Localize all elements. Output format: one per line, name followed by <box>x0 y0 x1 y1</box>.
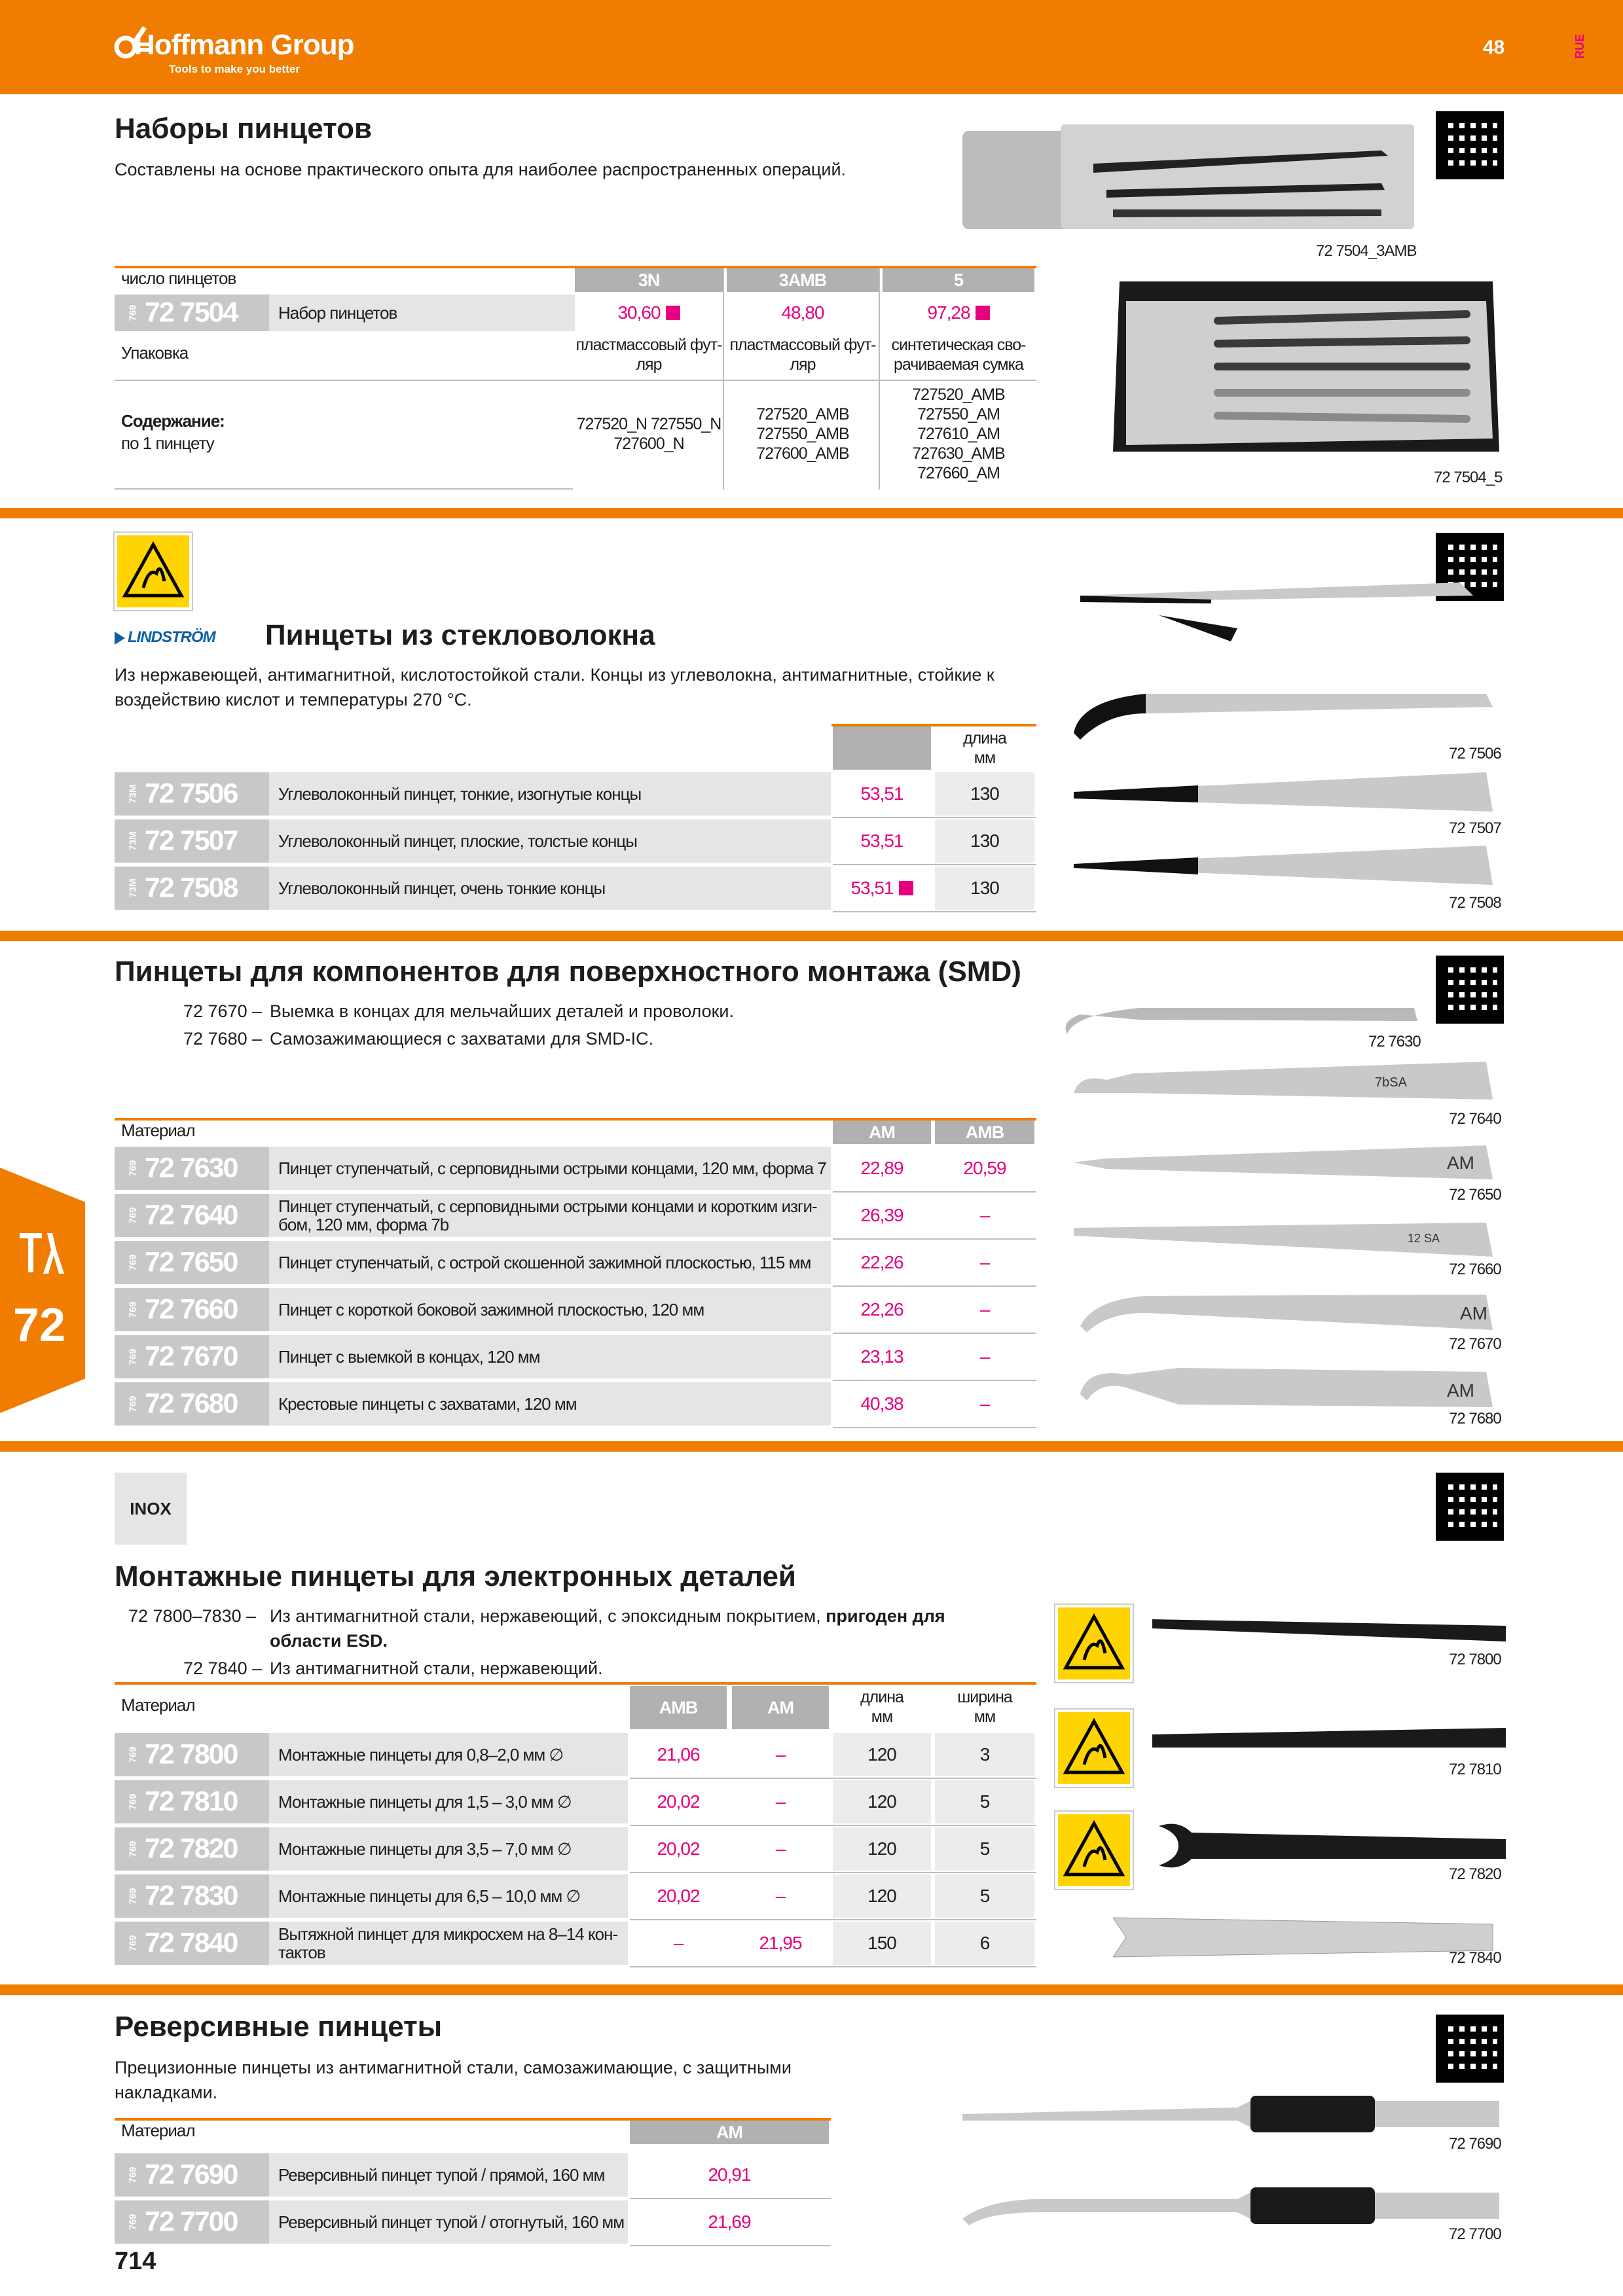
note-text: Самозажимающиеся с захватами для SMD-IC. <box>270 1029 654 1049</box>
col-header-am: AM <box>732 1686 829 1729</box>
row-divider <box>630 1919 1036 1920</box>
width-value: 3 <box>935 1733 1034 1776</box>
image-caption: 72 7840 <box>1449 1949 1501 1967</box>
article-number[interactable]: 72 7800 <box>145 1738 238 1770</box>
section-title-reverse-tweezers: Реверсивные пинцеты <box>115 2011 443 2043</box>
section-divider <box>0 1984 1623 1995</box>
section-desc-line2: накладками. <box>115 2083 218 2102</box>
article-prefix: 769 <box>127 1888 139 1905</box>
row-divider <box>630 1872 1036 1873</box>
section-desc-line1: Из нержавеющей, антимагнитной, кислотостойкой стали. Концы из углеволокна, антимагнитные, стойкие к <box>115 665 994 685</box>
table-row <box>115 2200 831 2244</box>
image-caption: 72 7800 <box>1449 1651 1501 1668</box>
length-value: 130 <box>935 867 1034 910</box>
row-divider <box>833 911 1036 912</box>
table-row <box>115 1241 1036 1284</box>
article-description: Пинцет ступенчатый, с острой скошенной зажимной плоскостью, 115 мм <box>269 1241 831 1284</box>
width-col-header: ширина мм <box>957 1688 1012 1726</box>
pack-3amb: пластмассовый фут- ляр <box>729 336 876 374</box>
note-number: 72 7670 – <box>183 1001 263 1021</box>
inox-badge: INOX <box>115 1473 187 1545</box>
article-description: Монтажные пинцеты для 6,5 – 10,0 мм ∅ <box>269 1874 628 1918</box>
qr-code-icon[interactable] <box>1436 1473 1504 1541</box>
image-caption: 72 7640 <box>1449 1110 1501 1128</box>
price-am: 22,89 <box>860 1158 903 1178</box>
price-am: – <box>775 1886 786 1906</box>
note-text: Из антимагнитной стали, нержавеющий. <box>270 1659 603 1678</box>
length-value: 150 <box>833 1922 931 1965</box>
article-prefix: 769 <box>127 2166 139 2183</box>
carbon-tweezer-fine-image <box>1067 839 1512 891</box>
price-amb: – <box>979 1299 990 1319</box>
article-description: Набор пинцетов <box>269 295 575 331</box>
price-amb: 20,02 <box>657 1886 700 1906</box>
article-description: Монтажные пинцеты для 0,8–2,0 мм ∅ <box>269 1733 628 1776</box>
article-description: Крестовые пинцеты с захватами, 120 мм <box>269 1382 831 1426</box>
price-am: 26,39 <box>860 1205 903 1225</box>
image-caption: 72 7650 <box>1449 1186 1501 1204</box>
image-caption: 72 7507 <box>1449 819 1501 837</box>
svg-text:AM: AM <box>1447 1153 1474 1173</box>
article-number[interactable]: 72 7700 <box>145 2206 238 2238</box>
qr-code-icon[interactable] <box>1436 111 1504 179</box>
image-caption: 72 7506 <box>1449 745 1501 762</box>
len-col-header: длина мм <box>860 1688 903 1726</box>
article-prefix: 769 <box>127 2214 139 2231</box>
article-description: Углеволоконный пинцет, тонкие, изогнутые концы <box>269 772 831 816</box>
language-code: RUE <box>1573 34 1586 60</box>
assembly-tweezer-7810-image <box>1152 1715 1512 1761</box>
price-am: 21,69 <box>708 2212 751 2232</box>
content-3amb: 727520_AMB 727550_AMB 727600_AMB <box>756 405 849 463</box>
col-divider <box>879 268 880 490</box>
row-divider <box>630 2198 831 2199</box>
article-description: Пинцет с выемкой в концах, 120 мм <box>269 1335 831 1378</box>
image-caption: 72 7700 <box>1449 2225 1501 2243</box>
price-value: 53,51 <box>833 772 931 816</box>
article-number[interactable]: 72 7640 <box>145 1199 238 1231</box>
image-caption: 72 7630 <box>1368 1033 1421 1050</box>
table-row <box>115 295 1036 331</box>
esd-icon <box>1058 1712 1130 1784</box>
reverse-tweezer-7690-image <box>962 2081 1512 2160</box>
price-am: – <box>775 1744 786 1765</box>
price-amb: 20,59 <box>963 1158 1006 1178</box>
article-number[interactable]: 72 7504 <box>145 296 238 329</box>
article-number[interactable]: 72 7830 <box>145 1880 238 1912</box>
esd-icon <box>117 535 189 607</box>
row-divider <box>833 817 1036 818</box>
article-prefix: 769 <box>127 1301 139 1318</box>
note-number: 72 7800–7830 – <box>128 1606 257 1626</box>
row-divider <box>833 1285 1036 1287</box>
col-divider <box>723 268 724 490</box>
article-description: Углеволоконный пинцет, плоские, толстые концы <box>269 819 831 863</box>
esd-icon <box>1058 1607 1130 1679</box>
pack-label: Упаковка <box>121 343 189 363</box>
carbon-tweezer-curved-image <box>1067 681 1512 746</box>
assembly-tweezer-7800-image <box>1152 1606 1512 1652</box>
length-value: 120 <box>833 1827 931 1871</box>
row-divider <box>630 1966 1036 1967</box>
price-3amb: 48,80 <box>781 302 824 323</box>
price-amb: – <box>673 1933 684 1953</box>
esd-badge <box>115 533 192 610</box>
table-row <box>115 1335 1036 1378</box>
content-3n: 727520_N 727550_N 727600_N <box>576 415 721 453</box>
article-prefix: 769 <box>127 1746 139 1763</box>
article-prefix: 73M <box>127 831 139 851</box>
row-divider <box>833 1238 1036 1240</box>
content-label: Содержание: <box>121 411 225 431</box>
image-caption: 72 7810 <box>1449 1761 1501 1778</box>
chapter-tab <box>0 1168 85 1413</box>
tweezer-7680-image <box>1067 1355 1512 1414</box>
qr-code-icon[interactable] <box>1436 956 1504 1024</box>
col-label-count: число пинцетов <box>121 268 236 288</box>
price-am: 20,91 <box>708 2164 751 2185</box>
section-divider <box>0 931 1623 941</box>
article-number[interactable]: 72 7660 <box>145 1293 238 1325</box>
col-header-amb: AMB <box>935 1121 1034 1144</box>
svg-text:12 SA: 12 SA <box>1408 1232 1440 1245</box>
col-header-amb: AMB <box>630 1686 727 1729</box>
width-value: 5 <box>935 1874 1034 1918</box>
tweezer-roll-bag-image <box>1100 268 1506 465</box>
article-description: Углеволоконный пинцет, очень тонкие концы <box>269 867 831 910</box>
material-label: Материал <box>121 2121 195 2140</box>
carbon-tweezer-image <box>1067 569 1512 668</box>
article-description: Вытяжной пинцет для микросхем на 8–14 кон- тактов <box>269 1922 628 1965</box>
row-divider <box>630 1778 1036 1779</box>
tweezer-7630-image <box>1061 982 1427 1041</box>
chapter-number: 72 <box>13 1299 66 1352</box>
tweezer-set-case-image <box>962 118 1421 236</box>
price-3n: 30,60 <box>575 295 723 331</box>
esd-badge <box>1055 1812 1133 1889</box>
page-number-bottom: 714 <box>115 2248 156 2275</box>
length-value: 120 <box>833 1874 931 1918</box>
table-row <box>115 867 1036 910</box>
article-description: Реверсивный пинцет тупой / прямой, 160 мм <box>269 2153 628 2197</box>
price-am: – <box>775 1791 786 1812</box>
row-divider <box>833 1380 1036 1381</box>
image-caption: 72 7670 <box>1449 1335 1501 1353</box>
article-number[interactable]: 72 7820 <box>145 1833 238 1865</box>
article-prefix: 769 <box>127 1207 139 1224</box>
table-row <box>115 1874 1036 1918</box>
price-5: 97,28 <box>883 295 1034 331</box>
section-title-assembly-tweezers: Монтажные пинцеты для электронных деталей <box>115 1560 796 1592</box>
brand-tagline: Tools to make you better <box>169 63 300 75</box>
pack-5: синтетическая сво- рачиваемая сумка <box>891 336 1026 374</box>
qr-code-icon[interactable] <box>1436 2015 1504 2083</box>
image-caption: 72 7690 <box>1449 2135 1501 2153</box>
content-5: 727520_AMB 727550_AM 727610_AM 727630_AMB 727660_AM <box>912 386 1005 482</box>
row-divider <box>115 488 573 490</box>
table-row <box>115 772 1036 816</box>
table-row <box>115 819 1036 863</box>
carbon-tweezer-flat-image <box>1067 766 1512 818</box>
svg-text:AM: AM <box>1447 1380 1474 1401</box>
lindstrom-logo: LINDSTRÖM <box>115 628 215 647</box>
tweezer-7640-image <box>1067 1054 1512 1113</box>
article-prefix: 769 <box>127 1793 139 1810</box>
length-value: 130 <box>935 819 1034 863</box>
price-amb: 20,02 <box>657 1839 700 1859</box>
row-divider <box>833 1191 1036 1193</box>
price-am: 22,26 <box>860 1252 903 1272</box>
price-amb: – <box>979 1252 990 1272</box>
price-am: – <box>775 1839 786 1859</box>
section-desc-line1: Прецизионные пинцеты из антимагнитной стали, самозажимающие, с защитными <box>115 2058 792 2077</box>
article-number[interactable]: 72 7508 <box>145 872 238 904</box>
svg-text:7bSA: 7bSA <box>1375 1075 1407 1090</box>
tweezer-7650-image <box>1067 1136 1512 1189</box>
section-title-carbon-tweezers: Пинцеты из стекловолокна <box>265 619 655 651</box>
width-value: 5 <box>935 1827 1034 1871</box>
article-description: Пинцет ступенчатый, с серповидными острыми концами, 120 мм, форма 7 <box>269 1147 831 1190</box>
table-row <box>115 1194 1036 1237</box>
article-prefix: 769 <box>127 1348 139 1365</box>
col-header-am: AM <box>833 1121 931 1144</box>
article-number[interactable]: 72 7680 <box>145 1388 238 1420</box>
article-number[interactable]: 72 7630 <box>145 1152 238 1184</box>
chevron-right-icon <box>115 632 125 645</box>
price-amb: – <box>979 1205 990 1225</box>
article-description: Пинцет с короткой боковой зажимной плоскостью, 120 мм <box>269 1288 831 1331</box>
image-caption: 72 7504_3AMB <box>1316 242 1417 260</box>
reverse-tweezer-7700-image <box>962 2173 1512 2245</box>
esd-icon <box>1058 1814 1130 1886</box>
col-header-am: AM <box>630 2121 829 2144</box>
note-text: Выемка в концах для мельчайших деталей и проволоки. <box>270 1001 735 1021</box>
col-header-3amb: 3AMB <box>727 268 879 292</box>
esd-badge <box>1055 1605 1133 1682</box>
page-number-top: 48 <box>1483 37 1505 58</box>
width-value: 5 <box>935 1780 1034 1823</box>
tweezer-7660-image <box>1067 1208 1512 1261</box>
table-row <box>115 1288 1036 1331</box>
material-label: Материал <box>121 1121 195 1140</box>
price-am: 23,13 <box>860 1346 903 1367</box>
svg-text:AM: AM <box>1460 1303 1487 1323</box>
table-row <box>115 1780 1036 1823</box>
price-amb: – <box>979 1346 990 1367</box>
article-prefix: 769 <box>127 304 139 321</box>
article-number[interactable]: 72 7507 <box>145 825 238 857</box>
article-prefix: 769 <box>127 1160 139 1177</box>
tweezer-7670-image <box>1067 1280 1512 1339</box>
price-am: 21,95 <box>759 1933 802 1953</box>
article-number[interactable]: 72 7690 <box>145 2159 238 2191</box>
brand-name: Hoffmann Group <box>134 29 354 61</box>
article-number[interactable]: 72 7840 <box>145 1927 238 1959</box>
table-row <box>115 1922 1036 1965</box>
image-caption: 72 7820 <box>1449 1865 1501 1883</box>
image-caption: 72 7504_5 <box>1434 469 1503 486</box>
section-divider <box>0 508 1623 518</box>
len-col-header: длина мм <box>963 729 1006 767</box>
article-prefix: 769 <box>127 1840 139 1857</box>
section-desc-line2: воздействию кислот и температуры 270 °C. <box>115 690 472 709</box>
esd-badge <box>1055 1710 1133 1787</box>
section-desc-tweezer-sets: Составлены на основе практического опыта для наиболее распространенных операций. <box>115 160 847 179</box>
table-row <box>115 1147 1036 1190</box>
article-number[interactable]: 72 7650 <box>145 1246 238 1278</box>
row-divider <box>630 2245 831 2246</box>
col-header-3n: 3N <box>575 268 723 292</box>
table-row <box>115 1827 1036 1871</box>
note-number: 72 7680 – <box>183 1029 263 1049</box>
article-prefix: 769 <box>127 1395 139 1412</box>
note-number: 72 7840 – <box>183 1659 263 1678</box>
table-row <box>115 2153 831 2197</box>
length-value: 120 <box>833 1780 931 1823</box>
content-sublabel: по 1 пинцету <box>121 433 214 453</box>
article-description: Монтажные пинцеты для 1,5 – 3,0 мм ∅ <box>269 1780 628 1823</box>
price-value: 53,51 <box>833 819 931 863</box>
col-header-5: 5 <box>883 268 1034 292</box>
row-divider <box>833 1427 1036 1428</box>
article-number[interactable]: 72 7670 <box>145 1340 238 1372</box>
article-prefix: 769 <box>127 1254 139 1271</box>
section-divider <box>0 1441 1623 1452</box>
article-number[interactable]: 72 7810 <box>145 1785 238 1818</box>
price-col-header <box>833 726 931 770</box>
article-description: Монтажные пинцеты для 3,5 – 7,0 мм ∅ <box>269 1827 628 1871</box>
price-value: 53,51 <box>833 867 931 910</box>
pliers-icon <box>18 1230 65 1276</box>
row-divider <box>630 1825 1036 1826</box>
pink-marker <box>899 881 913 895</box>
width-value: 6 <box>935 1922 1034 1965</box>
price-amb: 21,06 <box>657 1744 700 1765</box>
row-divider <box>833 1333 1036 1334</box>
article-prefix: 769 <box>127 1935 139 1952</box>
image-caption: 72 7660 <box>1449 1261 1501 1278</box>
row-divider <box>833 864 1036 865</box>
pack-3n: пластмассовый фут- ляр <box>575 336 722 374</box>
section-title-tweezer-sets: Наборы пинцетов <box>115 113 373 145</box>
image-caption: 72 7680 <box>1449 1410 1501 1427</box>
price-am: 22,26 <box>860 1299 903 1319</box>
material-label: Материал <box>121 1695 195 1715</box>
table-row <box>115 1382 1036 1426</box>
length-value: 130 <box>935 772 1034 816</box>
length-value: 120 <box>833 1733 931 1776</box>
table-row <box>115 1733 1036 1776</box>
article-number[interactable]: 72 7506 <box>145 778 238 810</box>
image-caption: 72 7508 <box>1449 894 1501 912</box>
section-title-smd-tweezers: Пинцеты для компонентов для поверхностного монтажа (SMD) <box>115 956 1021 988</box>
article-description: Пинцет ступенчатый, с серповидными острыми концами и коротким изги- бом, 120 мм, форма 7b <box>269 1194 831 1237</box>
article-description: Реверсивный пинцет тупой / отогнутый, 160 мм <box>269 2200 628 2244</box>
article-prefix: 73M <box>127 878 139 898</box>
price-am: 40,38 <box>860 1393 903 1414</box>
article-prefix: 73M <box>127 784 139 804</box>
price-amb: – <box>979 1393 990 1414</box>
note-text: Из антимагнитной стали, нержавеющий, с эпоксидным покрытием, пригоден для области ESD. <box>270 1606 945 1651</box>
price-amb: 20,02 <box>657 1791 700 1812</box>
